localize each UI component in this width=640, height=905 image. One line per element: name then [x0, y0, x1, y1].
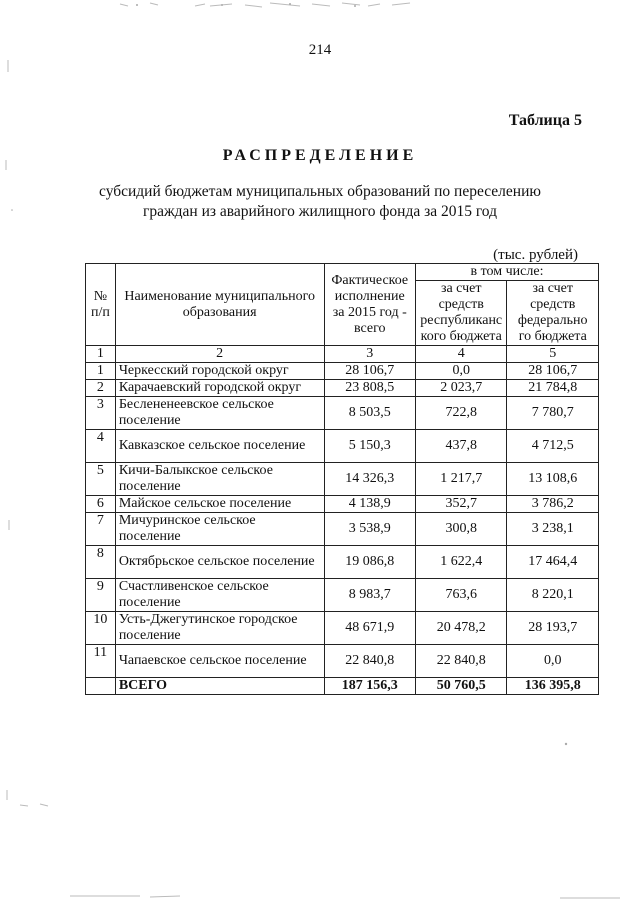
row-number: 2	[86, 380, 116, 397]
total-value: 5 150,3	[324, 430, 415, 463]
row-number: 9	[86, 579, 116, 612]
municipality-name: Майское сельское поселение	[115, 496, 324, 513]
federal-value: 21 784,8	[507, 380, 599, 397]
total-value: 14 326,3	[324, 463, 415, 496]
municipality-name: Усть-Джегутинское городское поселение	[115, 612, 324, 645]
federal-value: 136 395,8	[507, 678, 599, 695]
municipality-name: Черкесский городской округ	[115, 363, 324, 380]
federal-value: 4 712,5	[507, 430, 599, 463]
municipality-name: Беслененеевское сельское поселение	[115, 397, 324, 430]
row-number: 7	[86, 513, 116, 546]
total-value: 28 106,7	[324, 363, 415, 380]
municipality-name: Чапаевское сельское поселение	[115, 645, 324, 678]
total-row-num-cell	[86, 678, 116, 695]
row-number: 11	[86, 645, 116, 678]
row-number: 3	[86, 397, 116, 430]
republican-value: 1 217,7	[415, 463, 506, 496]
republican-value: 22 840,8	[415, 645, 506, 678]
row-number: 4	[86, 430, 116, 463]
table-row	[86, 496, 599, 513]
republican-value: 0,0	[415, 363, 506, 380]
federal-value: 7 780,7	[507, 397, 599, 430]
total-row	[86, 678, 599, 695]
row-number: 10	[86, 612, 116, 645]
table-row	[86, 645, 599, 678]
republican-value: 1 622,4	[415, 546, 506, 579]
total-value: 22 840,8	[324, 645, 415, 678]
subsidy-distribution-table	[85, 263, 599, 695]
table-row	[86, 579, 599, 612]
column-number: 4	[415, 346, 506, 363]
municipality-name: Октябрьское сельское поселение	[115, 546, 324, 579]
subtitle-line-2: граждан из аварийного жилищного фонда за 2015 год	[142, 203, 498, 220]
column-number: 1	[86, 346, 116, 363]
total-label: ВСЕГО	[115, 678, 324, 695]
row-number: 5	[86, 463, 116, 496]
table-row	[86, 380, 599, 397]
municipality-name: Кичи-Балыкское сельское поселение	[115, 463, 324, 496]
row-number: 6	[86, 496, 116, 513]
federal-value: 17 464,4	[507, 546, 599, 579]
republican-value: 50 760,5	[415, 678, 506, 695]
federal-value: 28 193,7	[507, 612, 599, 645]
header-num: № п/п	[86, 264, 116, 346]
republican-value: 722,8	[415, 397, 506, 430]
units-label: (тыс. рублей)	[493, 247, 578, 263]
total-value: 4 138,9	[324, 496, 415, 513]
table-row	[86, 546, 599, 579]
header-name: Наименование муниципального образования	[115, 264, 324, 346]
total-value: 8 503,5	[324, 397, 415, 430]
row-number: 1	[86, 363, 116, 380]
republican-value: 437,8	[415, 430, 506, 463]
federal-value: 8 220,1	[507, 579, 599, 612]
federal-value: 13 108,6	[507, 463, 599, 496]
total-value: 3 538,9	[324, 513, 415, 546]
federal-value: 28 106,7	[507, 363, 599, 380]
total-value: 23 808,5	[324, 380, 415, 397]
total-value: 187 156,3	[324, 678, 415, 695]
table-row	[86, 612, 599, 645]
table-label: Таблица 5	[508, 112, 582, 129]
federal-value: 3 786,2	[507, 496, 599, 513]
total-value: 8 983,7	[324, 579, 415, 612]
table-row	[86, 363, 599, 380]
republican-value: 2 023,7	[415, 380, 506, 397]
table-row	[86, 397, 599, 430]
municipality-name: Кавказское сельское поселение	[115, 430, 324, 463]
municipality-name: Счастливенское сельское поселение	[115, 579, 324, 612]
federal-value: 3 238,1	[507, 513, 599, 546]
header-actual: Фактическое исполнение за 2015 год - всего	[324, 264, 415, 346]
header-federal: за счет средств федерально го бюджета	[507, 281, 599, 346]
document-subtitle	[0, 182, 640, 222]
column-number: 3	[324, 346, 415, 363]
table-row	[86, 463, 599, 496]
subtitle-line-1: субсидий бюджетам муниципальных образований по переселению	[99, 183, 541, 200]
column-number: 5	[507, 346, 599, 363]
row-number: 8	[86, 546, 116, 579]
table-row	[86, 513, 599, 546]
document-title: РАСПРЕДЕЛЕНИЕ	[222, 147, 418, 164]
municipality-name: Карачаевский городской округ	[115, 380, 324, 397]
table-row	[86, 430, 599, 463]
republican-value: 300,8	[415, 513, 506, 546]
page-number: 214	[308, 42, 332, 58]
federal-value: 0,0	[507, 645, 599, 678]
column-number: 2	[115, 346, 324, 363]
total-value: 48 671,9	[324, 612, 415, 645]
total-value: 19 086,8	[324, 546, 415, 579]
republican-value: 763,6	[415, 579, 506, 612]
republican-value: 352,7	[415, 496, 506, 513]
republican-value: 20 478,2	[415, 612, 506, 645]
municipality-name: Мичуринское сельское поселение	[115, 513, 324, 546]
header-group: в том числе:	[415, 264, 598, 281]
header-republican: за счет средств республиканс кого бюджета	[415, 281, 506, 346]
